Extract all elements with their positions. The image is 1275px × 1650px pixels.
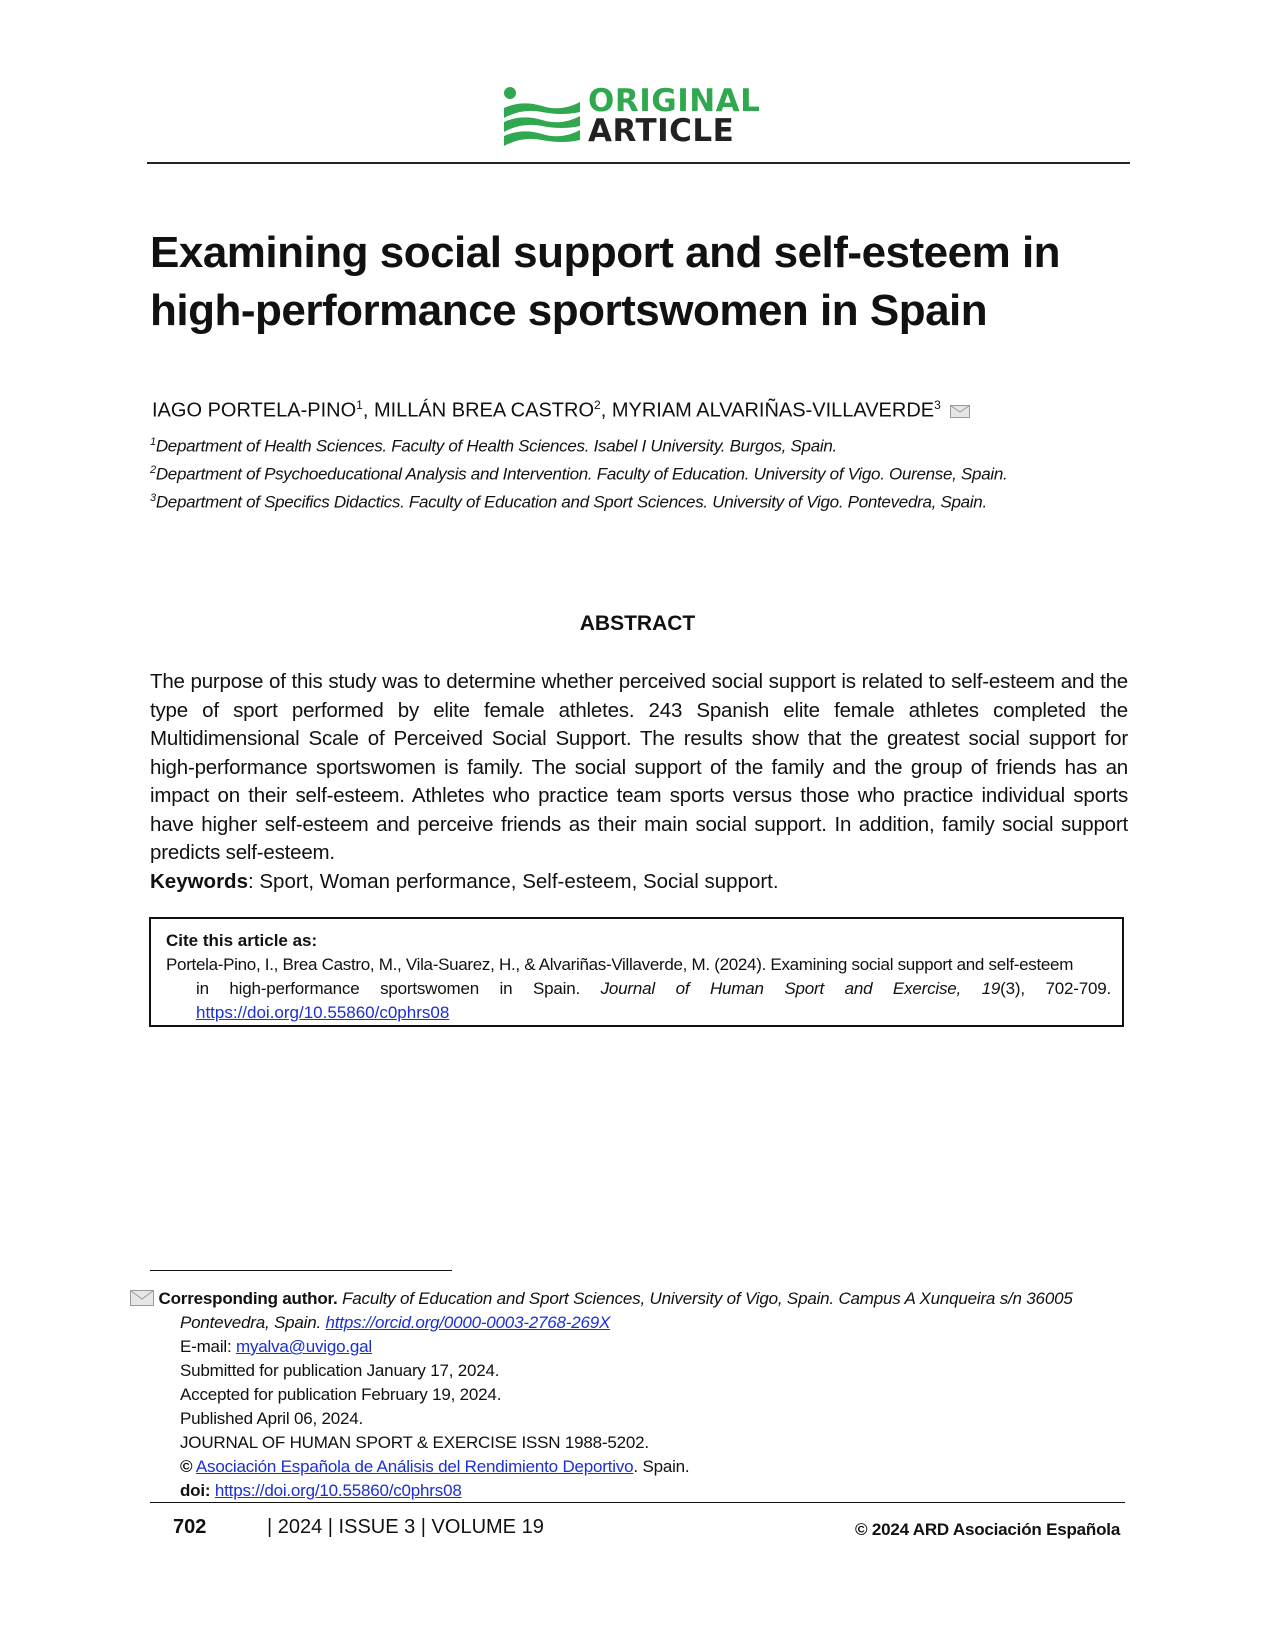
cite-title-journal [196,979,1111,999]
corresponding-address-cont [180,1313,610,1333]
published-date: Published April 06, 2024. [180,1409,364,1428]
author-list: IAGO PORTELA-PINO$^1$, MILLÁN BREA CASTRO$^2$, MYRIAM ALVARIÑAS-VILLAVERDE$^3$ [152,398,970,423]
doi-label: doi: [180,1481,211,1500]
country: . Spain. [633,1457,690,1476]
keywords-label: Keywords [150,870,248,893]
corresponding-author [130,1289,1073,1309]
cite-authors: Portela-Pino, I., Brea Castro, M., Vila-Suarez, H., & Alvariñas-Villaverde, M. (2024). Examining social support and self-esteem [166,955,1074,974]
header-rule [147,162,1130,164]
affiliation-text: Department of Specifics Didactics. Faculty of Education and Sport Sciences. University of Vigo. Pontevedra, Spain. [155,492,987,512]
affiliation-sup: 2 [150,464,156,476]
original-article-logo [502,83,782,150]
accepted-date: Accepted for publication February 19, 2024. [180,1385,502,1404]
cite-doi [196,1003,449,1023]
author-sup: 3 [934,398,941,412]
footer-rule [150,1502,1125,1503]
email-label: E-mail: [180,1337,232,1356]
issue-info: | 2024 | ISSUE 3 | VOLUME 19 [267,1516,544,1538]
cite-issue-pages: (3), 702-709. [1000,979,1111,998]
copyright-line [180,1457,689,1477]
affiliation-1 [150,436,837,457]
author-name: IAGO PORTELA-PINO [152,399,357,422]
cite-heading: Cite this article as: [166,931,318,950]
address-city: Pontevedra, Spain. [180,1313,321,1332]
submitted-date: Submitted for publication January 17, 2024. [180,1361,500,1380]
logo-line-original: ORIGINAL [588,83,761,119]
cite-box [149,917,1124,1027]
author-sup: 1 [356,398,363,412]
affiliation-sup: 3 [150,492,156,504]
article-title: Examining social support and self-esteem in high-performance sportswomen in Spain [150,228,1061,335]
affiliation-2 [150,464,1007,485]
logo-line-article: ARTICLE [588,113,735,149]
corresponding-label: Corresponding author. [158,1289,338,1308]
email-link[interactable]: myalva@uvigo.gal [236,1337,372,1356]
cite-journal: Journal of Human Sport and Exercise, [600,979,962,998]
affiliation-text: Department of Health Sciences. Faculty of Health Sciences. Isabel I University. Burgos, Spain. [155,436,837,456]
doi-line [180,1481,462,1501]
association-link[interactable]: Asociación Española de Análisis del Rendimiento Deportivo [195,1457,634,1476]
envelope-icon [130,1290,154,1306]
author-name: MILLÁN BREA CASTRO [373,399,594,422]
affiliation-3 [150,492,987,513]
page-number: 702 [173,1516,207,1538]
envelope-icon [950,405,970,418]
abstract-body: The purpose of this study was to determine whether perceived social support is related to self-esteem and the type of sport performed by elite female athletes. 243 Spanish elite female athletes completed the Multidimensional Scale of Perceived Social Support. The results show that the greatest social support for high-performance sportswomen is family. The social support of the family and the group of friends has an impact on their self-esteem. Athletes who practice team sports versus those who practice individual sports have higher self-esteem and perceive friends as their main social support. In addition, family social support predicts self-esteem. [150,670,1128,864]
abstract-heading: ABSTRACT [579,612,696,635]
affiliation-text: Department of Psychoeducational Analysis and Intervention. Faculty of Education. University of Vigo. Ourense, Spain. [155,464,1008,484]
cite-volume: 19 [981,979,1001,998]
orcid-link[interactable]: https://orcid.org/0000-0003-2768-269X [325,1313,611,1332]
cite-doi-link[interactable]: https://doi.org/10.55860/c0phrs08 [196,1003,450,1022]
corresponding-address: Faculty of Education and Sport Sciences, University of Vigo, Spain. Campus A Xunqueira s/n 36005 [342,1289,1073,1308]
keywords-list: : Sport, Woman performance, Self-esteem, Social support. [247,870,779,893]
footnote-rule [150,1270,452,1271]
affiliation-sup: 1 [150,436,156,448]
logo-text [588,83,761,149]
author-sup: 2 [594,398,601,412]
author-name: MYRIAM ALVARIÑAS-VILLAVERDE [611,399,935,422]
email-line [180,1337,372,1357]
copyright-symbol: © [180,1457,193,1476]
journal-issn: JOURNAL OF HUMAN SPORT & EXERCISE ISSN 1988-5202. [180,1433,649,1452]
stripes-logo-icon [502,86,582,148]
keywords [150,870,779,894]
footer-copyright: © 2024 ARD Asociación Española [855,1520,1121,1539]
doi-link[interactable]: https://doi.org/10.55860/c0phrs08 [214,1481,462,1500]
cite-title: in high-performance sportswomen in Spain. [196,979,580,998]
